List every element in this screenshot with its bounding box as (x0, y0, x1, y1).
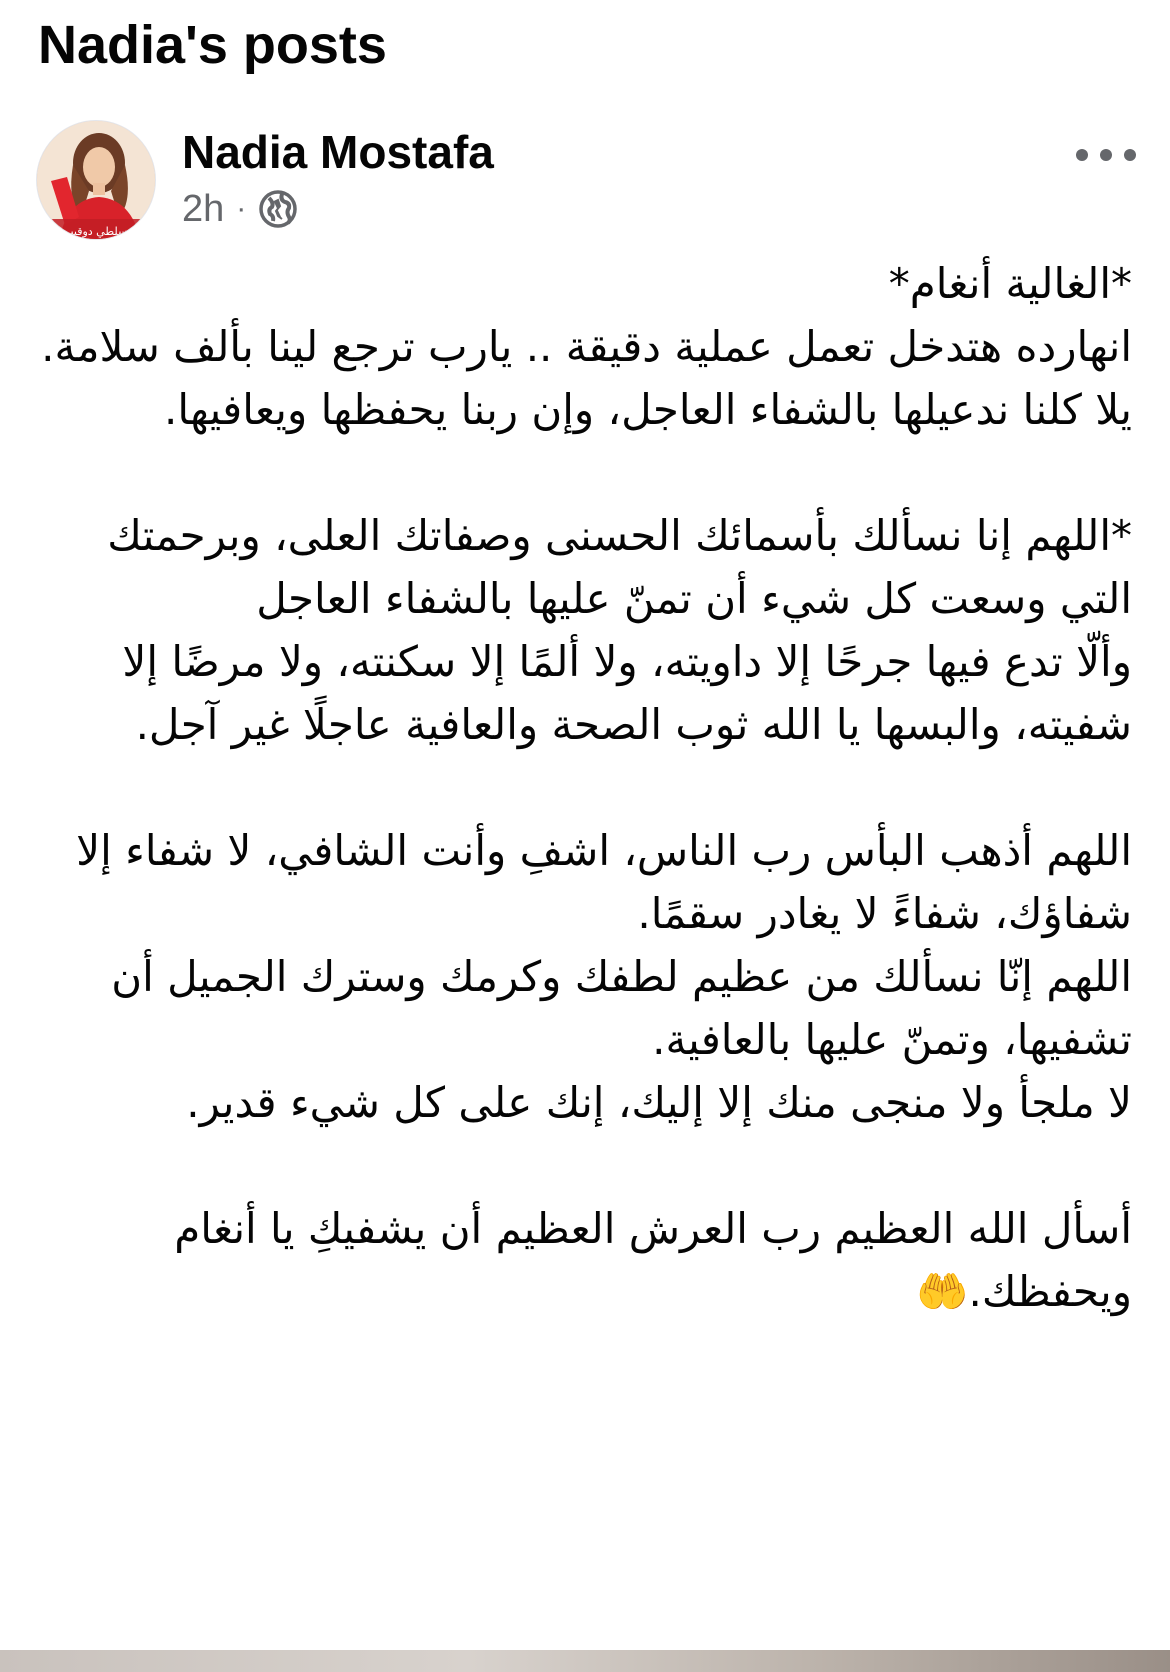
paragraph-gap (40, 756, 1132, 819)
post-paragraph: *الغالية أنغام* (888, 259, 1132, 308)
paragraph-gap (40, 441, 1132, 504)
post-image[interactable] (0, 1650, 1170, 1672)
paragraph-gap (40, 1134, 1132, 1197)
post-paragraph: *اللهم إنا نسألك بأسمائك الحسنى وصفاتك العلى، وبرحمتك التي وسعت كل شيء أن تمنّ عليها بالشفاء العاجل (107, 511, 1132, 623)
post-header (36, 120, 1136, 240)
post-paragraph: اللهم أذهب البأس رب الناس، اشفِ وأنت الشافي، لا شفاء إلا شفاؤك، شفاءً لا يغادر سقمًا. (76, 826, 1132, 938)
more-options-icon[interactable] (1076, 140, 1136, 170)
more-dot-1 (1076, 149, 1088, 161)
author-name[interactable]: Nadia Mostafa (182, 126, 494, 178)
meta-separator: · (236, 192, 247, 225)
post-paragraph: وألّا تدع فيها جرحًا إلا داويته، ولا ألمًا إلا سكنته، ولا مرضًا إلا شفيته، والبسها يا الله ثوب الصحة والعافية عاجلًا غير آجل. (122, 637, 1132, 749)
more-dot-2 (1100, 149, 1112, 161)
globe-icon[interactable] (258, 189, 298, 229)
post-paragraph: اللهم إنّا نسألك من عظيم لطفك وكرمك وسترك الجميل أن تشفيها، وتمنّ عليها بالعافية. (111, 952, 1132, 1064)
post-paragraph: يلا كلنا ندعيلها بالشفاء العاجل، وإن ربنا يحفظها ويعافيها. (163, 385, 1132, 434)
page-title: Nadia's posts (38, 15, 387, 75)
more-dot-3 (1124, 149, 1136, 161)
post-paragraph: أسأل الله العظيم رب العرش العظيم أن يشفيكِ يا أنغام ويحفظك.🤲 (174, 1204, 1132, 1316)
avatar-image (37, 121, 156, 240)
post-text (40, 252, 1132, 1323)
avatar-caption: بسلطي دوقيب (63, 225, 131, 238)
post-time[interactable]: 2h (182, 187, 225, 230)
post-meta (182, 186, 298, 232)
post-paragraph: انهارده هتدخل تعمل عملية دقيقة .. يارب ترجع لينا بألف سلامة. (41, 322, 1132, 371)
post-paragraph: لا ملجأ ولا منجى منك إلا إليك، إنك على كل شيء قدير. (186, 1078, 1132, 1127)
avatar[interactable] (36, 120, 156, 240)
